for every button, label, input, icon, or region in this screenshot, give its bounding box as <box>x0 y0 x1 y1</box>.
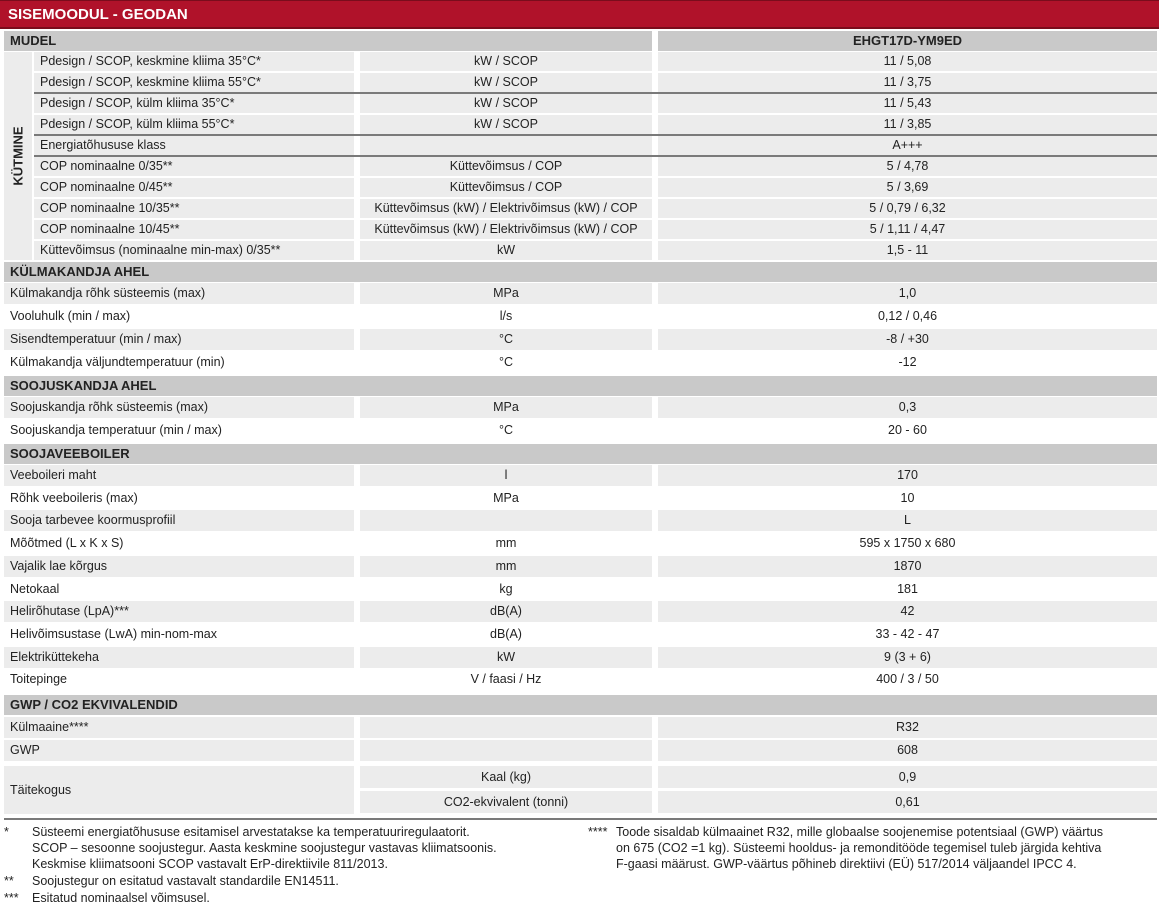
gwp-header: GWP / CO2 EKVIVALENDID <box>4 695 1157 715</box>
heating-row-label: COP nominaalne 0/45** <box>34 178 354 197</box>
footnote-text: on 675 (CO2 =1 kg). Süsteemi hooldus- ja remonditööde tegemisel tuleb järgida kehtiva <box>616 841 1102 855</box>
heating-row-value: A+++ <box>658 136 1157 155</box>
footnote-text: Toode sisaldab külmaainet R32, mille globaalse soojenemise potentsiaal (GWP) väärtus <box>616 825 1104 839</box>
title-underline <box>0 27 1159 29</box>
heating-side-text: KÜTMINE <box>10 126 26 186</box>
spec-row-value: 0,3 <box>658 397 1157 418</box>
heating-row-value: 5 / 3,69 <box>658 178 1157 197</box>
spec-row-value: 0,12 / 0,46 <box>658 306 1157 327</box>
gwp-row-label: GWP <box>4 740 354 761</box>
gwp-row-value: 608 <box>658 740 1157 761</box>
spec-row-value: 181 <box>658 579 1157 600</box>
spec-row-label: Külmakandja väljundtemperatuur (min) <box>4 352 354 373</box>
heating-row-value: 11 / 3,75 <box>658 73 1157 92</box>
model-header-label: MUDEL <box>4 31 652 51</box>
spec-row-label: Veeboileri maht <box>4 465 354 486</box>
footnote <box>4 890 564 906</box>
spec-row-label: Sisendtemperatuur (min / max) <box>4 329 354 350</box>
gwp-row-unit-empty <box>360 740 652 761</box>
spec-row-label: Toitepinge <box>4 669 354 690</box>
fill-quantity-value: 0,9 <box>658 766 1157 788</box>
spec-row-value: 10 <box>658 488 1157 509</box>
spec-row-label: Soojuskandja temperatuur (min / max) <box>4 420 354 441</box>
spec-row-unit: dB(A) <box>360 601 652 622</box>
heating-row-label: COP nominaalne 10/35** <box>34 199 354 218</box>
spec-row-unit: MPa <box>360 488 652 509</box>
spec-row-value: -8 / +30 <box>658 329 1157 350</box>
heating-row-label: Energiatõhususe klass <box>34 136 354 155</box>
heating-row-value: 5 / 1,11 / 4,47 <box>658 220 1157 239</box>
spec-row-label: Mõõtmed (L x K x S) <box>4 533 354 554</box>
model-header-value: EHGT17D-YM9ED <box>658 31 1157 51</box>
spec-row-value: L <box>658 510 1157 531</box>
row-separator <box>34 92 1157 94</box>
water-heater-header: SOOJAVEEBOILER <box>4 444 1157 464</box>
footnote <box>588 824 1158 872</box>
footnote-text: Keskmise kliimatsooni SCOP vastavalt ErP-direktiivile 811/2013. <box>32 857 388 871</box>
footnote-marker: ** <box>4 874 14 888</box>
spec-row-label: Elektriküttekeha <box>4 647 354 668</box>
spec-row-label: Netokaal <box>4 579 354 600</box>
row-separator <box>34 155 1157 157</box>
table-title: SISEMOODUL - GEODAN <box>0 0 1159 27</box>
heating-row-value: 11 / 5,08 <box>658 52 1157 71</box>
spec-row-unit: MPa <box>360 397 652 418</box>
heating-row-unit: Küttevõimsus (kW) / Elektrivõimsus (kW) / COP <box>360 199 652 218</box>
heating-row-value: 5 / 4,78 <box>658 157 1157 176</box>
row-separator <box>34 134 1157 136</box>
spec-row-unit: l/s <box>360 306 652 327</box>
spec-row-label: Külmakandja rõhk süsteemis (max) <box>4 283 354 304</box>
fill-quantity-label: Täitekogus <box>4 766 354 814</box>
heating-row-label: Pdesign / SCOP, keskmine kliima 35°C* <box>34 52 354 71</box>
spec-row-unit: °C <box>360 420 652 441</box>
gwp-row-label: Külmaaine**** <box>4 717 354 738</box>
heating-row-value: 5 / 0,79 / 6,32 <box>658 199 1157 218</box>
footnote-marker: * <box>4 825 9 839</box>
spec-row-label: Helirõhutase (LpA)*** <box>4 601 354 622</box>
heating-side-label <box>4 52 32 260</box>
heat-carrier-circuit-header: SOOJUSKANDJA AHEL <box>4 376 1157 396</box>
footnote <box>4 824 564 872</box>
spec-row-unit: mm <box>360 556 652 577</box>
spec-row-unit <box>360 510 652 531</box>
spec-row-value: 20 - 60 <box>658 420 1157 441</box>
spec-row-unit: dB(A) <box>360 624 652 645</box>
heating-row-unit: kW / SCOP <box>360 115 652 134</box>
heating-row-unit: kW / SCOP <box>360 73 652 92</box>
heating-row-unit: kW / SCOP <box>360 52 652 71</box>
spec-row-value: 1870 <box>658 556 1157 577</box>
spec-row-label: Rõhk veeboileris (max) <box>4 488 354 509</box>
heating-row-unit: Küttevõimsus (kW) / Elektrivõimsus (kW) / COP <box>360 220 652 239</box>
heating-row-unit: Küttevõimsus / COP <box>360 178 652 197</box>
heating-row-label: Pdesign / SCOP, keskmine kliima 55°C* <box>34 73 354 92</box>
footnote-text: Esitatud nominaalsel võimsusel. <box>32 891 210 905</box>
heating-row-label: COP nominaalne 10/45** <box>34 220 354 239</box>
footnote-text: Süsteemi energiatõhususe esitamisel arvestatakse ka temperatuuriregulaatorit. <box>32 825 470 839</box>
fill-quantity-value: 0,61 <box>658 791 1157 813</box>
spec-row-unit: MPa <box>360 283 652 304</box>
heating-row-label: Pdesign / SCOP, külm kliima 35°C* <box>34 94 354 113</box>
spec-row-value: 9 (3 + 6) <box>658 647 1157 668</box>
heating-row-label: Pdesign / SCOP, külm kliima 55°C* <box>34 115 354 134</box>
heating-row-value: 11 / 3,85 <box>658 115 1157 134</box>
fill-quantity-unit: Kaal (kg) <box>360 766 652 788</box>
spec-row-unit: °C <box>360 352 652 373</box>
spec-row-label: Vooluhulk (min / max) <box>4 306 354 327</box>
heating-row-value: 11 / 5,43 <box>658 94 1157 113</box>
footnote <box>4 873 564 889</box>
spec-row-value: -12 <box>658 352 1157 373</box>
spec-row-unit: mm <box>360 533 652 554</box>
footnote-marker: **** <box>588 825 608 839</box>
footnote-text: F-gaasi määrust. GWP-väärtus põhineb direktiivi (EÜ) 517/2014 väljaandel IPCC 4. <box>616 857 1077 871</box>
spec-row-label: Soojuskandja rõhk süsteemis (max) <box>4 397 354 418</box>
spec-row-unit: l <box>360 465 652 486</box>
heating-row-unit <box>360 136 652 155</box>
heating-row-value: 1,5 - 11 <box>658 241 1157 260</box>
spec-row-value: 42 <box>658 601 1157 622</box>
spec-row-unit: V / faasi / Hz <box>360 669 652 690</box>
table-bottom-rule <box>4 818 1157 820</box>
spec-row-unit: kg <box>360 579 652 600</box>
spec-row-label: Vajalik lae kõrgus <box>4 556 354 577</box>
gwp-row-unit-empty <box>360 717 652 738</box>
gwp-row-value: R32 <box>658 717 1157 738</box>
heating-row-label: Küttevõimsus (nominaalne min-max) 0/35** <box>34 241 354 260</box>
refrigerant-circuit-header: KÜLMAKANDJA AHEL <box>4 262 1157 282</box>
spec-row-value: 400 / 3 / 50 <box>658 669 1157 690</box>
spec-row-value: 33 - 42 - 47 <box>658 624 1157 645</box>
heating-row-label: COP nominaalne 0/35** <box>34 157 354 176</box>
spec-row-label: Sooja tarbevee koormusprofiil <box>4 510 354 531</box>
heating-row-unit: kW / SCOP <box>360 94 652 113</box>
heating-row-unit: Küttevõimsus / COP <box>360 157 652 176</box>
footnote-text: Soojustegur on esitatud vastavalt standardile EN14511. <box>32 874 339 888</box>
footnote-marker: *** <box>4 891 19 905</box>
spec-row-value: 595 x 1750 x 680 <box>658 533 1157 554</box>
footnote-text: SCOP – sesoonne soojustegur. Aasta keskmine soojustegur vastavas kliimatsoonis. <box>32 841 497 855</box>
fill-quantity-unit: CO2-ekvivalent (tonni) <box>360 791 652 813</box>
spec-row-unit: kW <box>360 647 652 668</box>
spec-row-unit: °C <box>360 329 652 350</box>
heating-row-unit: kW <box>360 241 652 260</box>
spec-row-value: 1,0 <box>658 283 1157 304</box>
spec-row-label: Helivõimsustase (LwA) min-nom-max <box>4 624 354 645</box>
spec-row-value: 170 <box>658 465 1157 486</box>
